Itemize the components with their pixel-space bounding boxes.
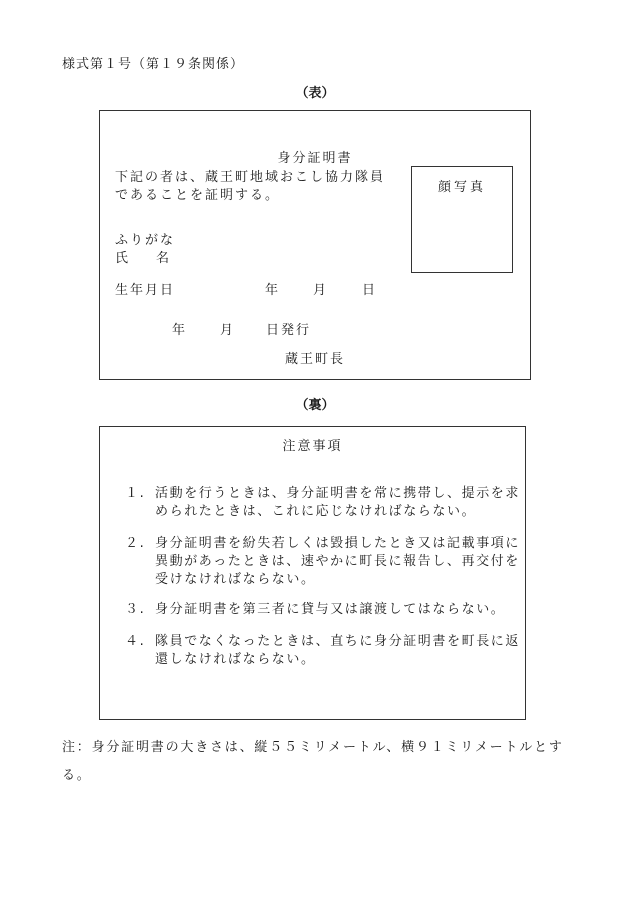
- notice-item: [125, 535, 520, 589]
- notice-number: １.: [125, 486, 146, 501]
- id-card-front: [99, 110, 531, 380]
- notice-text: 活動を行うときは、身分証明書を常に携帯し、提示を求められたときは、これに応じなければならない。: [155, 486, 521, 519]
- size-footnote: 注：身分証明書の大きさは、縦５５ミリメートル、横９１ミリメートルとする。: [62, 740, 564, 783]
- back-side-label: （裏）: [295, 398, 335, 413]
- name-label-char-1: 氏: [115, 251, 129, 266]
- photo-label: 顔写真: [437, 180, 486, 195]
- notice-number: ３.: [125, 602, 146, 617]
- card-title: 身分証明書: [277, 151, 353, 166]
- statement-line-1: 下記の者は、蔵王町地域おこし協力隊員: [115, 170, 386, 185]
- issuer-mayor: 蔵王町長: [284, 352, 345, 367]
- notice-number: ４.: [125, 634, 146, 649]
- issue-day-label: 日発行: [266, 323, 312, 338]
- statement-line-2: であることを証明する。: [115, 188, 281, 203]
- notice-item: [125, 633, 520, 669]
- notice-text: 身分証明書を第三者に貸与又は譲渡してはならない。: [155, 602, 506, 617]
- furigana-label: ふりがな: [115, 233, 176, 248]
- id-card-back: [99, 426, 526, 720]
- birth-month-label: 月: [313, 283, 327, 298]
- notice-number: ２.: [125, 536, 146, 551]
- issue-year-label: 年: [172, 323, 186, 338]
- notice-item: [125, 485, 520, 521]
- notice-title: 注意事項: [282, 439, 343, 454]
- issue-month-label: 月: [220, 323, 234, 338]
- notice-text: 隊員でなくなったときは、直ちに身分証明書を町長に返還しなければならない。: [155, 634, 521, 667]
- front-side-label: （表）: [295, 86, 335, 101]
- birth-year-label: 年: [265, 283, 279, 298]
- notice-item: [125, 601, 520, 619]
- birth-day-label: 日: [362, 283, 376, 298]
- photo-area: [411, 166, 513, 273]
- certification-statement: [115, 169, 385, 205]
- form-number-label: 様式第１号（第１９条関係）: [62, 57, 245, 72]
- name-label: [115, 247, 169, 266]
- birth-date-label: 生年月日: [115, 283, 176, 298]
- name-label-char-2: 名: [156, 251, 170, 266]
- notice-text: 身分証明書を紛失若しくは毀損したとき又は記載事項に異動があったときは、速やかに町長に報告し、再交付を受けなければならない。: [155, 536, 521, 587]
